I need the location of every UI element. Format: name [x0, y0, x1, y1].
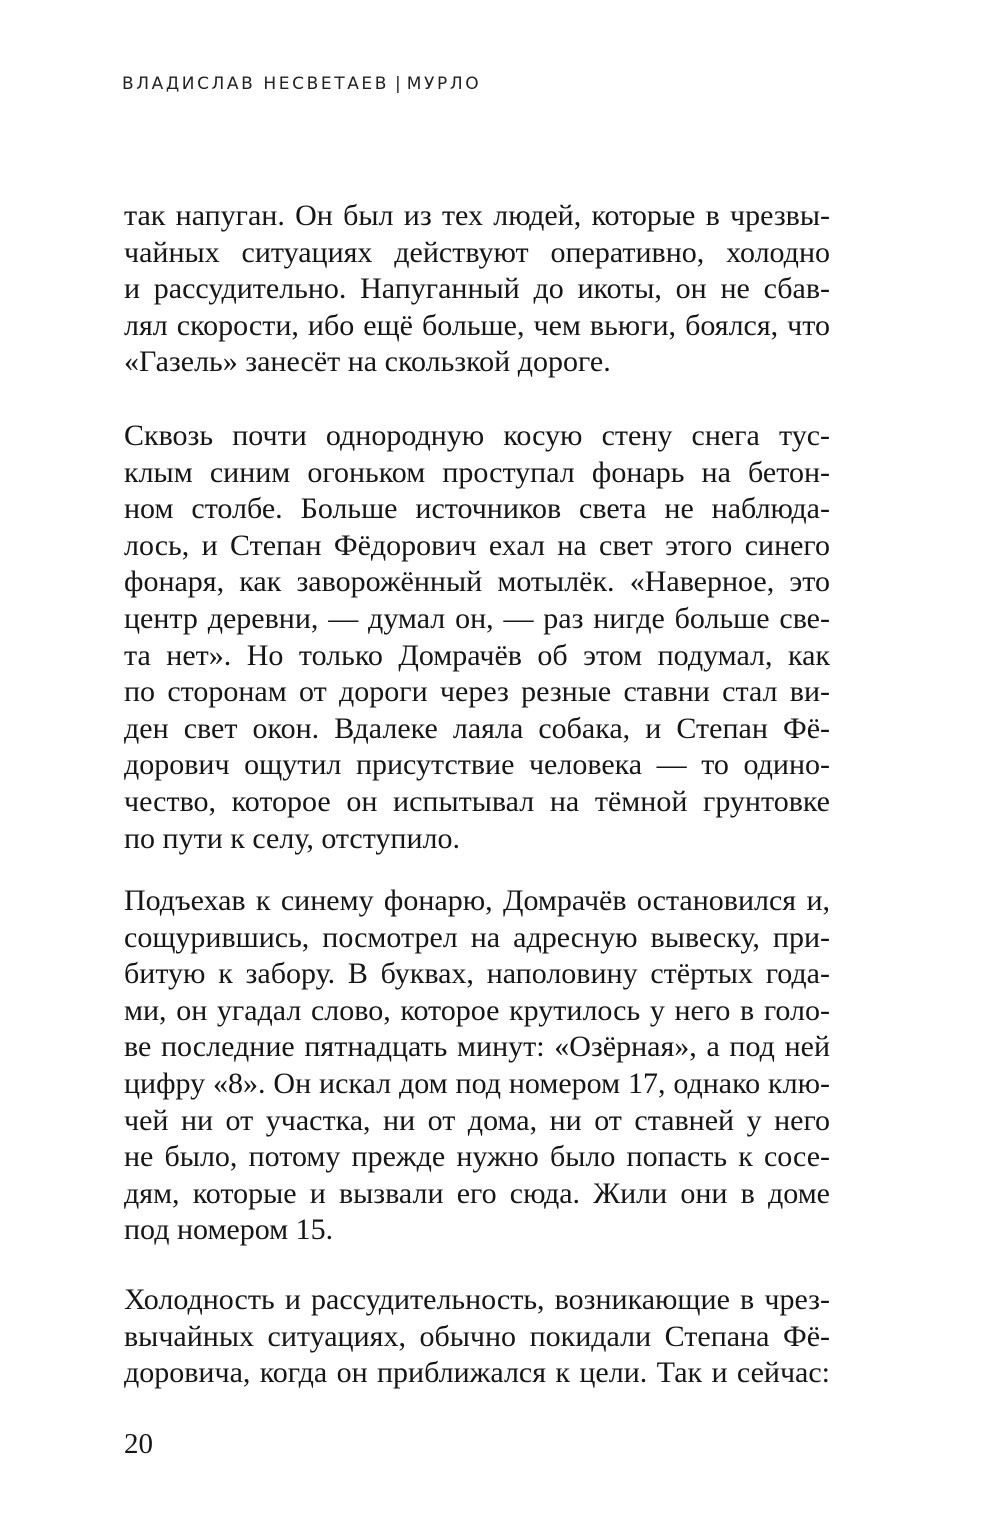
- text-line: ми, он угадал слово, которое крутилось у него в голо-: [124, 993, 830, 1027]
- text-line: «Газель» занесёт на скользкой дороге.: [124, 345, 611, 379]
- running-header: [122, 74, 481, 94]
- paragraph-2: [124, 418, 830, 857]
- text-line: дорович ощутил присутствие человека — то одино-: [124, 748, 830, 782]
- paragraph-3: [124, 883, 830, 1249]
- paragraph-1: [124, 198, 830, 381]
- author-name: ВЛАДИСЛАВ НЕСВЕТАЕВ: [122, 74, 390, 94]
- text-line: ном столбе. Больше источников света не наблюда-: [124, 492, 830, 526]
- text-line: дям, которые и вызвали его сюда. Жили они в доме: [124, 1176, 830, 1210]
- text-line: вычайных ситуациях, обычно покидали Степана Фё-: [124, 1319, 830, 1353]
- text-line: по пути к селу, отступило.: [124, 821, 461, 855]
- text-line: центр деревни, — думал он, — раз нигде больше све-: [124, 601, 830, 635]
- text-line: Холодность и рассудительность, возникающие в чрез-: [124, 1283, 830, 1316]
- text-line: сощурившись, посмотрел на адресную вывеску, при-: [124, 920, 830, 954]
- text-line: так напуган. Он был из тех людей, которые в чрезвы-: [124, 199, 830, 232]
- book-title: МУРЛО: [406, 74, 482, 94]
- text-line: лял скорости, ибо ещё больше, чем вьюги, боялся, что: [124, 308, 830, 342]
- text-line: клым синим огоньком проступал фонарь на бетон-: [124, 455, 830, 489]
- text-line: чайных ситуациях действуют оперативно, холодно: [124, 235, 830, 269]
- text-line: чей ни от участка, ни от дома, ни от ставней у него: [124, 1103, 830, 1137]
- text-line: Подъехав к синему фонарю, Домрачёв остановился и,: [124, 884, 830, 917]
- header-separator: |: [395, 74, 401, 94]
- page-number: 20: [124, 1428, 153, 1460]
- text-line: ве последние пятнадцать минут: «Озёрная», а под ней: [124, 1030, 830, 1064]
- text-line: не было, потому прежде нужно было попасть к сосе-: [124, 1140, 830, 1174]
- text-line: чество, которое он испытывал на тёмной грунтовке: [124, 784, 830, 818]
- text-line: Сквозь почти однородную косую стену снега тус-: [124, 419, 830, 452]
- text-line: та нет». Но только Домрачёв об этом подумал, как: [124, 638, 830, 672]
- text-line: цифру «8». Он искал дом под номером 17, однако клю-: [124, 1066, 830, 1100]
- text-line: под номером 15.: [124, 1213, 334, 1247]
- text-line: лось, и Степан Фёдорович ехал на свет этого синего: [124, 528, 830, 562]
- text-line: по сторонам от дороги через резные ставни стал ви-: [124, 675, 830, 709]
- text-line: фонаря, как заворожённый мотылёк. «Наверное, это: [124, 565, 830, 599]
- paragraph-4: [124, 1282, 830, 1392]
- text-line: доровича, когда он приближался к цели. Так и сейчас:: [124, 1356, 830, 1390]
- text-line: битую к забору. В буквах, наполовину стёртых года-: [124, 957, 830, 991]
- text-line: и рассудительно. Напуганный до икоты, он не сбав-: [124, 272, 830, 306]
- text-line: ден свет окон. Вдалеке лаяла собака, и Степан Фё-: [124, 711, 830, 745]
